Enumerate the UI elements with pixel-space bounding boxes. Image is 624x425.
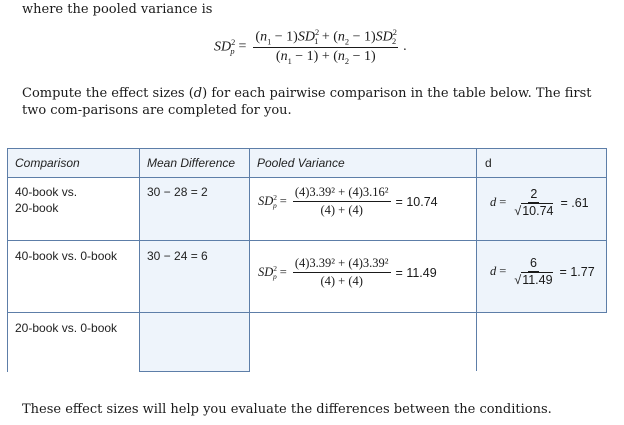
row-divider-header — [8, 177, 606, 178]
f-n2: n — [337, 29, 345, 45]
row1-d-fraction — [512, 187, 555, 218]
fd-part2: − 1) — [349, 49, 376, 65]
row1-d-numerator: 2 — [530, 187, 538, 201]
row2-d-eq: = — [499, 264, 507, 278]
instruction-before: Compute the effect sizes ( — [22, 86, 194, 101]
row2-d-radicand: 11.49 — [522, 273, 553, 287]
row1-d-radicand: 10.74 — [522, 204, 554, 218]
row2-pv-denominator: (4) + (4) — [320, 274, 363, 288]
row1-pv-sup: 2 — [273, 192, 278, 202]
f-sd1-sup: 2 — [314, 28, 320, 37]
f-sd2: SD — [375, 29, 393, 45]
f-sd1: SD — [297, 29, 315, 45]
row2-pv-lhs: SD — [258, 264, 274, 279]
intro-text: where the pooled variance is — [22, 2, 213, 17]
f-open: ( — [255, 29, 261, 45]
row1-comparison-line2: 20-book — [15, 201, 59, 215]
f-n1: n — [260, 29, 268, 45]
row1-pv-lhs: SD — [258, 193, 274, 208]
row-divider-1 — [8, 240, 606, 241]
row1-pooled-variance — [258, 185, 438, 218]
blank-cells-row3 — [250, 313, 607, 372]
row1-d-result: = .61 — [560, 195, 589, 210]
fd-part1: − 1) + ( — [291, 49, 338, 65]
formula-period: . — [403, 39, 407, 55]
row2-pv-result: = 11.49 — [395, 265, 437, 280]
row2-d-sqrt: √ — [514, 273, 522, 287]
row2-d-lhs: d — [490, 264, 497, 278]
f-minus1: − 1) — [271, 29, 298, 45]
row2-d-numerator: 6 — [529, 256, 537, 270]
instruction-after: ) for each pairwise comparison in the table below. The first two com-parisons are completed for you. — [22, 86, 592, 118]
header-d: d — [485, 156, 492, 170]
row1-comparison — [15, 184, 77, 216]
formula-denominator — [274, 48, 378, 66]
instruction-d: d — [193, 86, 203, 101]
formula-numerator — [253, 28, 398, 48]
pooled-variance-formula — [214, 28, 407, 66]
f-sd2-sub: 2 — [391, 37, 397, 47]
formula-equals: = — [238, 39, 247, 55]
row1-pv-numerator: (4)3.39² + (4)3.16² — [293, 185, 391, 202]
row2-pv-sup: 2 — [273, 263, 278, 273]
row1-pv-fraction — [293, 185, 391, 218]
row2-pooled-variance — [258, 256, 437, 289]
f-sd2-sup: 2 — [392, 28, 397, 37]
row1-d-sqrt: √ — [514, 204, 522, 218]
row1-d-lhs: d — [490, 195, 497, 209]
row2-pv-fraction — [293, 256, 391, 289]
f-n1-sub: 1 — [267, 37, 272, 47]
formula-lhs-sub: p — [230, 47, 235, 57]
fd-open: ( — [275, 49, 281, 65]
row2-comparison: 40-book vs. 0-book — [15, 249, 118, 263]
header-comparison: Comparison — [15, 156, 80, 170]
col-divider-2 — [249, 149, 250, 371]
row2-d-value — [490, 256, 595, 287]
col-divider-1 — [139, 149, 140, 371]
f-plus: + ( — [318, 29, 338, 45]
f-n2-sub: 2 — [344, 37, 350, 47]
row2-pv-numerator: (4)3.39² + (4)3.39² — [293, 256, 391, 273]
row2-d-result: = 1.77 — [559, 264, 595, 279]
row2-d-fraction — [512, 256, 554, 287]
row2-mean-difference: 30 − 24 = 6 — [147, 249, 208, 263]
row1-pv-sub: p — [273, 201, 277, 211]
row3-comparison: 20-book vs. 0-book — [15, 321, 118, 335]
f-sd1-sub: 1 — [314, 37, 319, 47]
header-mean-difference: Mean Difference — [147, 156, 236, 170]
row2-pv-sub: p — [273, 272, 277, 282]
fd-n2: n — [337, 49, 345, 65]
row1-d-value — [490, 187, 589, 218]
row1-pv-eq: = — [279, 194, 287, 208]
fd-n1-sub: 1 — [287, 57, 292, 67]
formula-lhs — [214, 38, 235, 56]
row1-pv-denominator: (4) + (4) — [320, 203, 363, 217]
row-divider-2 — [8, 312, 606, 313]
formula-lhs-sd: SD — [214, 39, 232, 55]
formula-lhs-sup: 2 — [231, 37, 236, 47]
formula-fraction — [253, 28, 398, 66]
footer-text: These effect sizes will help you evaluate the differences between the conditions. — [22, 402, 552, 417]
f-minus2: − 1) — [349, 29, 376, 45]
row1-pv-result: = 10.74 — [395, 194, 438, 209]
fd-n2-sub: 2 — [344, 57, 350, 67]
col-divider-3 — [476, 149, 477, 371]
fd-n1: n — [280, 49, 288, 65]
row1-mean-difference: 30 − 28 = 2 — [147, 185, 208, 199]
effect-size-table — [7, 148, 607, 372]
row1-comparison-line1: 40-book vs. — [15, 185, 78, 199]
row1-d-eq: = — [499, 195, 507, 209]
header-pooled-variance: Pooled Variance — [257, 156, 345, 170]
row2-pv-eq: = — [279, 265, 287, 279]
instruction-text — [22, 85, 612, 119]
